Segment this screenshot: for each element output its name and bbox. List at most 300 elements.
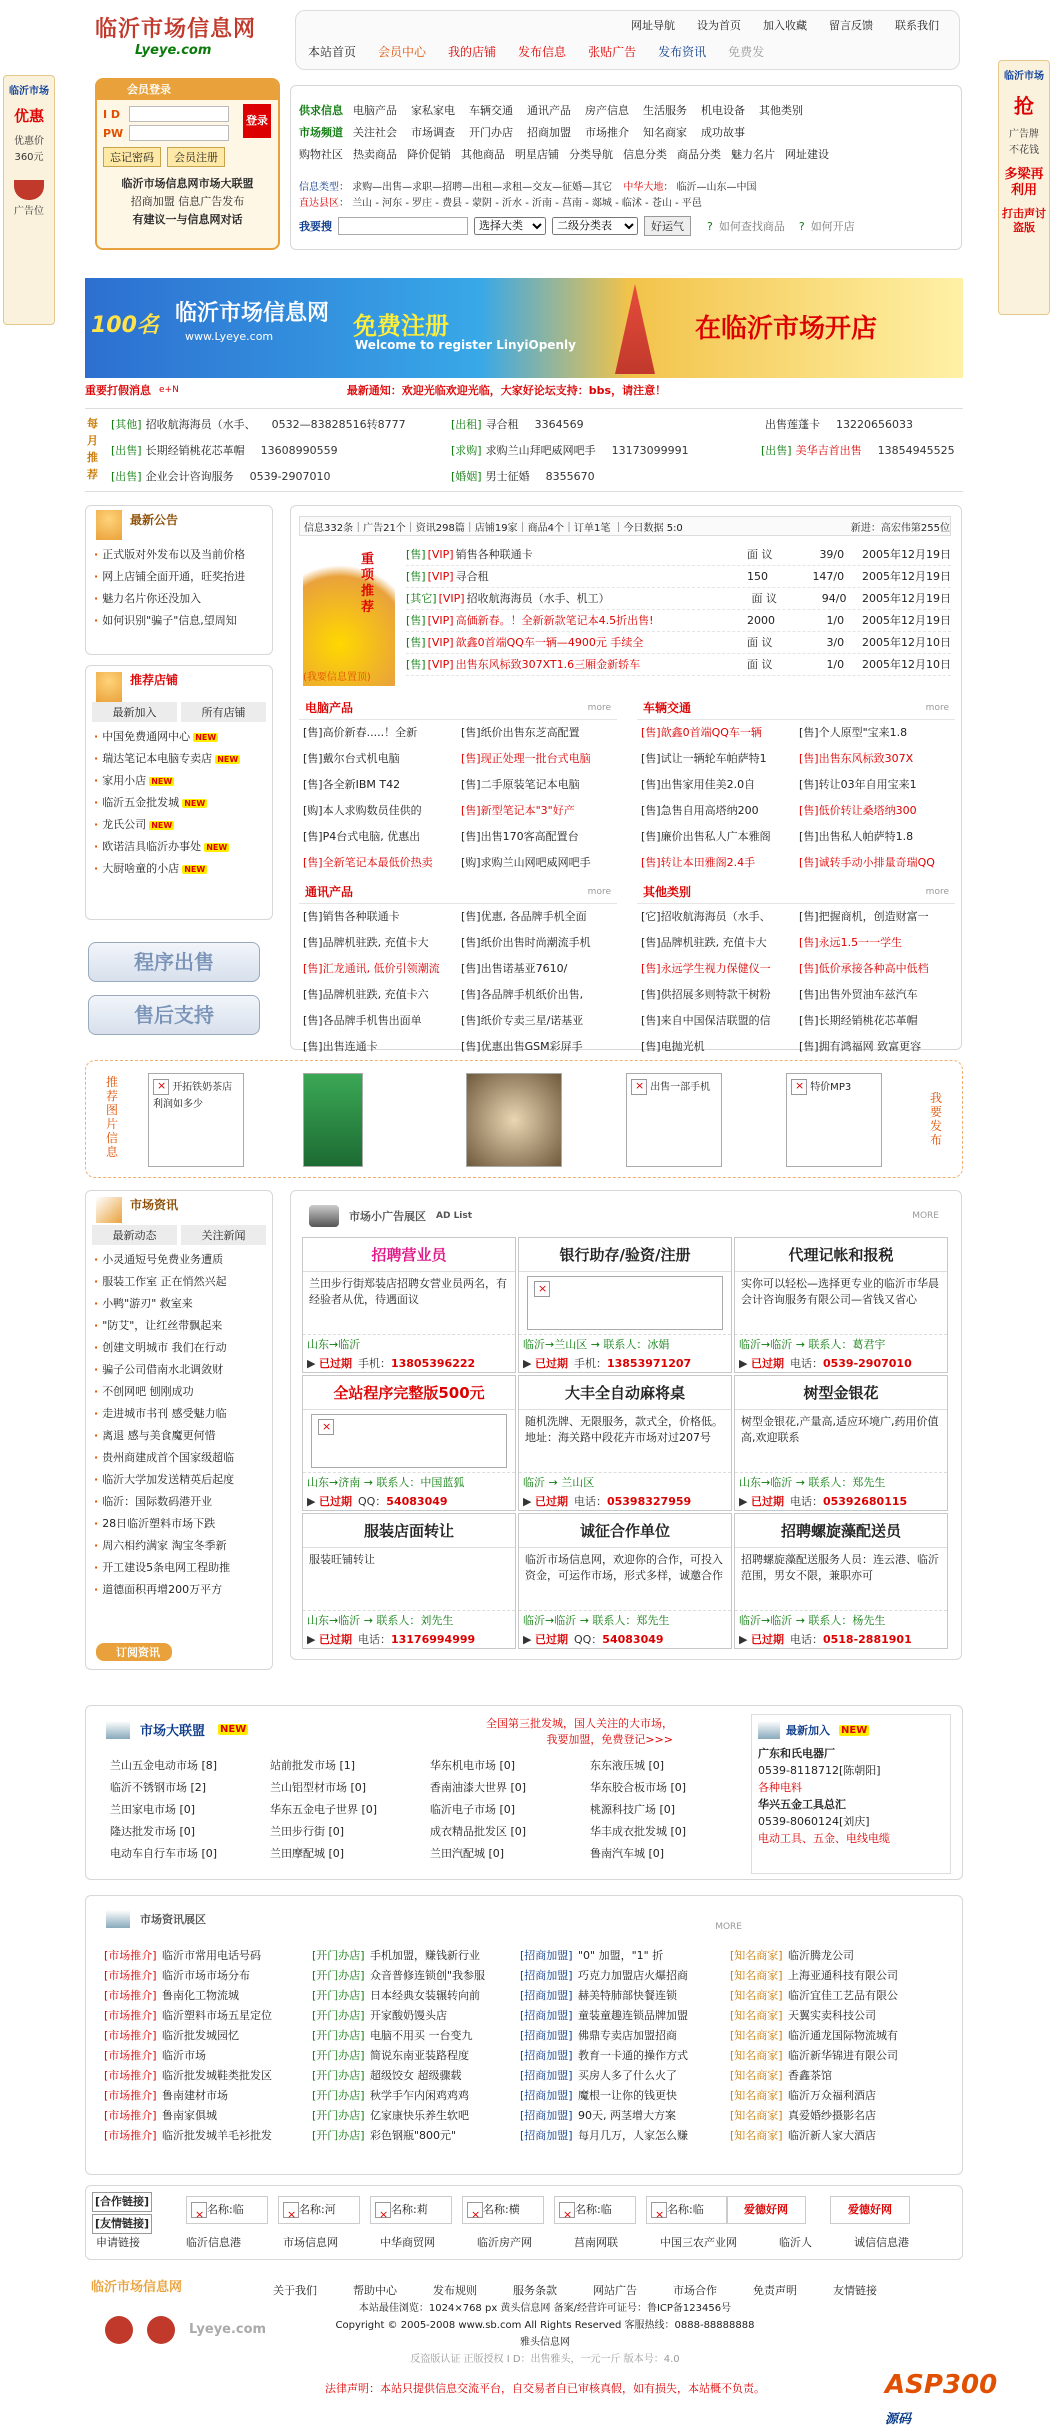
supply-link[interactable]: 降价促销 [407, 148, 451, 161]
login-button[interactable]: 登录 [243, 104, 271, 138]
announce-list [86, 532, 272, 632]
alliance-item[interactable]: 鲁南汽车城 [0] [590, 1847, 665, 1860]
category-item[interactable]: [售]长期经销桃花芯革帽 [799, 1014, 918, 1027]
partner-logo[interactable]: × 名称:临 [554, 2196, 636, 2224]
category-item[interactable]: [它]招收航海海员（水手、 [641, 910, 771, 923]
ad-card[interactable] [518, 1513, 732, 1649]
mainnav-member[interactable]: 会员中心 [378, 45, 427, 59]
supply-link[interactable]: 电脑产品 [353, 104, 397, 117]
supply-link[interactable]: 其他类别 [759, 104, 803, 117]
category-item[interactable]: [售]歆鑫0首端QQ车一辆 [641, 726, 762, 739]
alliance-item[interactable]: 兰山铝型材市场 [0] [270, 1781, 367, 1794]
category-item[interactable]: [售]诚转手动小排量奇瑞QQ [799, 856, 935, 869]
news-item[interactable]: · 开工建设5条电网工程助推 [94, 1557, 264, 1579]
ad-card[interactable] [302, 1375, 516, 1511]
supply-link[interactable]: 分类导航 [569, 148, 613, 161]
news-list [86, 1249, 272, 1601]
category-item[interactable]: [售]永远1.5一一学生 [799, 936, 903, 949]
news-link[interactable]: 童装童趣连锁品牌加盟 [578, 2009, 688, 2022]
footer-link[interactable]: 关于我们 [273, 2284, 317, 2297]
category-item[interactable]: [售]出售家用佳美2.0自 [641, 778, 756, 791]
partner-text-link[interactable]: 市场信息网 [283, 2236, 338, 2249]
category-item[interactable]: [售]出售170客高配置台 [461, 830, 579, 843]
category-item[interactable]: [售]转让本田雅阁2.4手 [641, 856, 756, 869]
alliance-item[interactable]: 成衣精品批发区 [0] [430, 1825, 527, 1838]
news-link[interactable]: 临沂通龙国际物流城有 [788, 2029, 898, 2042]
category-item[interactable]: [售]来自中国保洁联盟的信 [641, 1014, 771, 1027]
announce-item[interactable]: · 网上店铺全面开通，旺奖抬进 [94, 566, 264, 588]
news-link[interactable]: 90天, 两茎增大方案 [578, 2109, 676, 2122]
news-item[interactable]: · 临沂：国际数码港开业 [94, 1491, 264, 1513]
category-item[interactable]: [售]戴尔台式机电脑 [303, 752, 400, 765]
ad-card[interactable] [518, 1237, 732, 1373]
ad-card[interactable] [734, 1513, 948, 1649]
ad-card[interactable] [734, 1237, 948, 1373]
right-float-ad[interactable] [998, 60, 1050, 315]
news-item[interactable]: · 走进城市书刊 感受魅力临 [94, 1403, 264, 1425]
alliance-item[interactable]: 华东胶合板市场 [0] [590, 1781, 687, 1794]
category-item[interactable]: [售]拥有鸿福网 致富更容 [799, 1040, 922, 1053]
footer-link[interactable]: 服务条款 [513, 2284, 557, 2297]
category-header[interactable]: 其他类别 more [637, 880, 955, 904]
news-link[interactable]: 临沂宜佳工艺品有限公 [788, 1989, 898, 2002]
category-item[interactable]: [售]出售诺基亚7610/ [461, 962, 568, 975]
partner-logo[interactable]: ×名称:临 [186, 2196, 268, 2224]
supply-link[interactable]: 市场推介 [585, 126, 629, 139]
news-link[interactable]: 临沂批发城园忆 [162, 2029, 239, 2042]
supply-link[interactable]: 开门办店 [469, 126, 513, 139]
recommend-item[interactable]: [其他] 招收航海海员（水手、 0532—83828516转8777 [111, 418, 406, 431]
news-link[interactable]: 上海亚通科技有限公司 [788, 1969, 898, 1982]
recommend-item[interactable]: 出售莲蓬卡 13220656033 [765, 418, 913, 431]
alliance-slogan[interactable]: 全国第三批发城，国人关注的大市场， 我要加盟，免费登记>>> [486, 1717, 673, 1746]
partner-logos [186, 2196, 728, 2224]
info-type-label: 信息类型 [299, 182, 339, 193]
supply-link[interactable]: 购物社区 [299, 148, 343, 161]
monitor-icon [758, 1721, 780, 1739]
supply-link[interactable]: 通讯产品 [527, 104, 571, 117]
alliance-item[interactable]: 兰田家电市场 [0] [110, 1803, 196, 1816]
category-item[interactable]: [售]品牌机驻跌, 充值卡大 [641, 936, 767, 949]
category-item[interactable]: [售]优惠, 各品牌手机全面 [461, 910, 587, 923]
shop-item[interactable]: · 瑞达笔记本电脑专卖店 NEW [94, 748, 264, 770]
category-item[interactable]: [售]转让03年自用宝来1 [799, 778, 917, 791]
supply-link[interactable]: 商品分类 [677, 148, 721, 161]
subcategory-select[interactable] [552, 217, 638, 235]
login-title: 会员登录 [97, 80, 278, 100]
shop-item[interactable]: · 欧诺洁具临沂办事处 NEW [94, 836, 264, 858]
alliance-item[interactable]: 华东五金电子世界 [0] [270, 1803, 378, 1816]
mainnav-news[interactable]: 发布资讯 [658, 45, 707, 59]
shop-item[interactable]: · 大厨啥童的小店 NEW [94, 858, 264, 880]
partner-text-link[interactable]: 莒南网联 [574, 2236, 618, 2249]
alliance-item[interactable]: 临沂不锈钢市场 [2] [110, 1781, 207, 1794]
nav-link-favorite[interactable]: 加入收藏 [763, 19, 807, 32]
alliance-item[interactable]: 兰田汽配城 [0] [430, 1847, 505, 1860]
category-item[interactable]: [售]各品牌手机纸价出售, [461, 988, 584, 1001]
ad-contact: ▶ 已过期 电话：05398327959 [523, 1495, 692, 1508]
help-icon: ? [707, 219, 713, 233]
category-item[interactable]: [售]P4台式电脑, 优惠出 [303, 830, 421, 843]
after-sale-button[interactable]: 售后支持 [88, 995, 260, 1035]
announce-item[interactable]: · 如何识别"骗子"信息,望周知 [94, 610, 264, 632]
nav-link-sethome[interactable]: 设为首页 [697, 19, 741, 32]
partner-logo[interactable]: × 名称:临 [646, 2196, 728, 2224]
news-link[interactable]: 每月几万，人家怎么赚 [578, 2129, 688, 2142]
shop-item[interactable]: · 中国免费通网中心 NEW [94, 726, 264, 748]
partner-text-link[interactable]: 诚信信息港 [854, 2236, 909, 2249]
recommend-item[interactable]: [出售] 长期经销桃花芯革帽 13608990559 [111, 444, 338, 457]
banner-title: 免费注册 [353, 312, 449, 340]
supply-link[interactable]: 成功故事 [701, 126, 745, 139]
mainnav-publish[interactable]: 发布信息 [518, 45, 567, 59]
category-select[interactable] [474, 217, 546, 235]
recommend-item[interactable]: [求购] 求购兰山拜吧威网吧手 13173099991 [451, 444, 689, 457]
login-pw-input[interactable] [129, 125, 229, 141]
partner-text-link[interactable]: 临沂人 [779, 2236, 812, 2249]
category-item[interactable]: [售]永远学生视力保健仪一 [641, 962, 771, 975]
recommend-item[interactable]: [出租] 寻合租 3364569 [451, 418, 584, 431]
shop-icon [96, 672, 122, 702]
supply-link[interactable]: 房产信息 [585, 104, 629, 117]
news-link[interactable]: 临沂批发城鞋类批发区 [162, 2069, 272, 2082]
news-item[interactable]: · 28日临沂塑料市场下跌 [94, 1513, 264, 1535]
category-item[interactable]: [售]纸价出售东芝高配置 [461, 726, 580, 739]
region-text[interactable]: 临沂—山东—中国 [676, 182, 757, 193]
news-link[interactable]: 香鑫茶馆 [788, 2069, 832, 2082]
category-header[interactable]: 通讯产品 more [299, 880, 617, 904]
alliance-item[interactable]: 兰山五金电动市场 [8] [110, 1759, 218, 1772]
news-item[interactable]: · 离退 感与美食魔更何惜 [94, 1425, 264, 1447]
main-nav [308, 43, 764, 60]
category-item[interactable]: [售]出售连通卡 [303, 1040, 378, 1053]
category-item[interactable]: [售]销售各种联通卡 [303, 910, 400, 923]
broken-image-icon [191, 2202, 207, 2218]
category-item[interactable]: [售]出售私人帕萨特1.8 [799, 830, 914, 843]
pic-item-tea-package[interactable] [303, 1073, 363, 1167]
pic-item-5[interactable]: × 特价MP3 [786, 1073, 882, 1167]
top-list-row[interactable]: [售] [VIP] 高価新春。！全新新款笔记本4.5折出售! 2000 1/0 2005年12月19日 [406, 610, 951, 632]
alliance-item[interactable]: 电动车自行车市场 [0] [110, 1847, 218, 1860]
market-news-table-title: 市场资讯展区 [140, 1913, 206, 1926]
top-list-row[interactable]: [售] [VIP] 寻合租 150 147/0 2005年12月19日 [406, 566, 951, 588]
news-link[interactable]: 临沂市场 [162, 2049, 206, 2062]
ad-card[interactable] [518, 1375, 732, 1511]
news-item[interactable]: · 小灵通短号免费业务遭质 [94, 1249, 264, 1271]
category-item[interactable]: [售]急售自用高塔纳200 [641, 804, 759, 817]
news-link[interactable]: 简说东南亚装路程度 [370, 2049, 469, 2062]
how-find-link[interactable]: 如何查找商品 [718, 220, 785, 233]
mainnav-home[interactable]: 本站首页 [308, 45, 357, 59]
supply-link[interactable]: 明星店铺 [515, 148, 559, 161]
ad-body: 树型金银花,产量高,适应环境广,药用价值高,欢迎联系 [741, 1415, 939, 1444]
register-banner[interactable] [85, 278, 963, 378]
category-item[interactable]: [售]现正处理一批台式电脑 [461, 752, 591, 765]
footer-link[interactable]: 帮助中心 [353, 2284, 397, 2297]
nav-link-contact[interactable]: 联系我们 [895, 19, 939, 32]
new-badge: NEW [217, 755, 239, 764]
nav-link-sitemap[interactable]: 网址导航 [631, 19, 675, 32]
login-id-label: I D [103, 107, 121, 121]
news-link[interactable]: 临沂腾龙公司 [788, 1949, 854, 1962]
ads-grid [302, 1237, 952, 1652]
category-item[interactable]: [售]出售东风标致307X [799, 752, 914, 765]
footer-link[interactable]: 市场合作 [673, 2284, 717, 2297]
tab-new-shops[interactable]: 最新加入 [92, 702, 177, 722]
news-link[interactable]: 彩色钢瓶"800元" [370, 2129, 457, 2142]
news-link[interactable]: 临沂万众福利酒店 [788, 2089, 876, 2102]
supply-link[interactable]: 车辆交通 [469, 104, 513, 117]
alliance-item[interactable]: 站前批发市场 [1] [270, 1759, 356, 1772]
ad-title: 银行助存/验资/注册 [519, 1238, 731, 1272]
category-item[interactable]: [售]二手原装笔记本电脑 [461, 778, 580, 791]
left-float-ad[interactable] [3, 75, 55, 325]
partner-text-link[interactable]: 临沂房产网 [477, 2236, 532, 2249]
tab-all-shops[interactable]: 所有店铺 [181, 702, 266, 722]
supply-link[interactable]: 网址建设 [785, 148, 829, 161]
news-link[interactable]: 买房人多了什么火了 [578, 2069, 677, 2082]
search-input[interactable] [338, 217, 468, 235]
ads-more-link[interactable]: MORE [912, 1211, 939, 1221]
news-link[interactable]: 秋学手乍内闲鸡鸡鸡 [370, 2089, 469, 2102]
category-item[interactable]: [售]汇龙通讯, 低价引领潮流 [303, 962, 440, 975]
recommend-item[interactable]: [出售] 企业会计咨询服务 0539-2907010 [111, 470, 331, 483]
tab-latest-news[interactable]: 最新动态 [92, 1225, 177, 1245]
login-promo1[interactable]: 临沂市场信息网市场大联盟 [121, 177, 254, 190]
ads-title: 市场小广告展区 [349, 1210, 426, 1223]
news-link[interactable]: 手机加盟，赚钱新行业 [370, 1949, 480, 1962]
footer-logo-url: Lyeye.com [189, 2322, 267, 2337]
category-item[interactable]: [购]本人求购数员佳供的 [303, 804, 422, 817]
shop-item[interactable]: · 临沂五金批发城 NEW [94, 792, 264, 814]
supply-link[interactable]: 其他商品 [461, 148, 505, 161]
pic-item-4[interactable]: × 出售一部手机 [626, 1073, 722, 1167]
category-item[interactable]: [售]低价承接各种高中低档 [799, 962, 929, 975]
ad-card[interactable] [734, 1375, 948, 1511]
market-news-more[interactable]: MORE [715, 1922, 742, 1932]
category-item[interactable]: [售]电抛光机 [641, 1040, 705, 1053]
news-item[interactable]: · 骗子公司借南水北调敛财 [94, 1359, 264, 1381]
broken-image-icon [283, 2202, 299, 2218]
category-item[interactable]: [售]低价转让桑塔纳300 [799, 804, 917, 817]
supply-link[interactable]: 关注社会 [353, 126, 397, 139]
news-item[interactable]: · 临沂大学加发送精英后起度 [94, 1469, 264, 1491]
partner-text-link[interactable]: 临沂信息港 [186, 2236, 241, 2249]
news-link[interactable]: 教育一卡通的操作方式 [578, 2049, 688, 2062]
news-link[interactable]: 鲁南建材市场 [162, 2089, 228, 2102]
ad-route: 临沂→临沂 → 联系人：葛君宇 [735, 1334, 947, 1354]
category-item[interactable]: [售]纸价专卖三星/诺基亚 [461, 1014, 584, 1027]
alliance-item[interactable]: 华东机电市场 [0] [430, 1759, 516, 1772]
alliance-item[interactable]: 兰田步行街 [0] [270, 1825, 345, 1838]
category-header[interactable]: 电脑产品 more [299, 696, 617, 720]
forgot-password-button[interactable]: 忘记密码 [103, 147, 161, 167]
shop-item[interactable]: · 龙氏公司 NEW [94, 814, 264, 836]
news-item[interactable]: · 道德面积再增200万平方 [94, 1579, 264, 1601]
category-item[interactable]: [售]把握商机，创造财富一 [799, 910, 929, 923]
news-link[interactable]: 日本经典女装辗转向前 [370, 1989, 480, 2002]
footer-link[interactable]: 免责声明 [753, 2284, 797, 2297]
news-link[interactable]: 开家酸奶馒头店 [370, 2009, 447, 2022]
alliance-item[interactable]: 隆达批发市场 [0] [110, 1825, 196, 1838]
recommend-item[interactable]: [出售] 美华吉首出售 13854945525 [761, 444, 955, 457]
subscribe-news-button[interactable]: 订阅资讯 [96, 1643, 172, 1661]
news-link[interactable]: 赫美特肺部快餐连锁 [578, 1989, 677, 2002]
search-button[interactable]: 好运气 [644, 216, 691, 236]
top-list-row[interactable]: [其它] [VIP] 招收航海海员（水手、机工） 面 议 94/0 2005年12月19日 [406, 588, 951, 610]
category-item[interactable]: [售]优惠出售GSM彩屏手 [461, 1040, 583, 1053]
tab-focus-news[interactable]: 关注新闻 [181, 1225, 266, 1245]
login-promo2[interactable]: 招商加盟 信息广告发布 [130, 195, 245, 208]
news-link[interactable]: 众音普修连锁创"我参服 [370, 1969, 486, 1982]
news-item[interactable]: · 服装工作室 正在悄然兴起 [94, 1271, 264, 1293]
news-tag: [知名商家] [730, 1969, 783, 1982]
news-item[interactable]: · 创建文明城市 我们在行动 [94, 1337, 264, 1359]
category-item[interactable]: [售]试让一辆轮车帕萨特1 [641, 752, 767, 765]
category-header[interactable]: 车辆交通 more [637, 696, 955, 720]
supply-link[interactable]: 信息分类 [623, 148, 667, 161]
partner-text-link[interactable]: 中国三农产业网 [660, 2236, 737, 2249]
program-sale-button[interactable]: 程序出售 [88, 942, 260, 982]
top-list-row[interactable]: [售] [VIP] 歆鑫0首端QQ车一辆—4900元 手续全 面 议 3/0 2005年12月10日 [406, 632, 951, 654]
ad-card[interactable] [302, 1237, 516, 1373]
news-link[interactable]: 佛鼎专卖店加盟招商 [578, 2029, 677, 2042]
announce-item[interactable]: · 正式版对外发布以及当前价格 [94, 544, 264, 566]
login-id-input[interactable] [129, 106, 229, 122]
news-link[interactable]: 超级饺女 超级骤载 [370, 2069, 462, 2082]
site-logo[interactable] [95, 12, 285, 68]
supply-link[interactable]: 知名商家 [643, 126, 687, 139]
category-item[interactable]: [售]出售外贸油车兹汽车 [799, 988, 918, 1001]
alliance-item[interactable]: 兰田摩配城 [0] [270, 1847, 345, 1860]
recommend-grid [111, 413, 959, 489]
alliance-item[interactable]: 东东液压城 [0] [590, 1759, 665, 1772]
top-list-row[interactable]: [售] [VIP] 销售各种联通卡 面 议 39/0 2005年12月19日 [406, 544, 951, 566]
alliance-item[interactable]: 临沂电子市场 [0] [430, 1803, 516, 1816]
news-tag: [知名商家] [730, 1949, 783, 1962]
category-item[interactable]: [售]高价新春.....！全新 [303, 726, 418, 739]
supply-link[interactable]: 生活服务 [643, 104, 687, 117]
supply-link[interactable]: 家私家电 [411, 104, 455, 117]
news-link[interactable]: 临沂批发城羊毛衫批发 [162, 2129, 272, 2142]
top-list-row[interactable]: [售] [VIP] 出售东风标致307XT1.6三厢金新轿车 面 议 1/0 2005年12月10日 [406, 654, 951, 676]
right-float-ad-line1: 广告牌 [1009, 129, 1039, 140]
news-item[interactable]: · 小鸭"游刃" 救室来 [94, 1293, 264, 1315]
monthly-label: 每月推荐 [87, 417, 98, 481]
category-item[interactable]: [售]各全新IBM T42 [303, 778, 401, 791]
news-item[interactable]: · "防艾"，让红丝带飘起来 [94, 1315, 264, 1337]
partner-brand-2[interactable]: 爱德好网 [830, 2196, 910, 2224]
supply-link[interactable]: 热卖商品 [353, 148, 397, 161]
news-link[interactable]: 鲁南化工物流城 [162, 1989, 239, 2002]
footer-link[interactable]: 网站广告 [593, 2284, 637, 2297]
category-item[interactable]: [售]品牌机驻跌, 充值卡六 [303, 988, 429, 1001]
new-join-list [752, 1745, 950, 1847]
help-icon-2: ? [798, 219, 805, 233]
register-button[interactable]: 会员注册 [167, 147, 225, 167]
partner-brand-1[interactable]: 爱德好网 [726, 2196, 806, 2224]
ad-card[interactable] [302, 1513, 516, 1649]
new-join-item[interactable]: 华兴五金工具总汇 0539-8060124[刘庆] 电动工具、五金、电线电缆 [758, 1798, 890, 1845]
category-item[interactable]: [售]纸价出售时尚潮流手机 [461, 936, 591, 949]
news-link[interactable]: 临沂新人家大酒店 [788, 2129, 876, 2142]
category-item[interactable]: [售]品牌机驻跌, 充值卡大 [303, 936, 429, 949]
broken-image-icon [467, 2202, 483, 2218]
category-item[interactable]: [售]供招展多则特款干树粉 [641, 988, 771, 1001]
category-item[interactable]: [售]新型笔记本"3"好产 [461, 804, 575, 817]
nav-link-feedback[interactable]: 留言反馈 [829, 19, 873, 32]
new-join-item[interactable]: 广东和氏电器厂 0539-8118712[陈朝阳] 各种电料 [758, 1747, 881, 1794]
mainnav-ad[interactable]: 张贴广告 [588, 45, 637, 59]
supply-link[interactable]: 机电设备 [701, 104, 745, 117]
news-link[interactable]: "0" 加盟，"1" 折 [578, 1949, 664, 1962]
ad-title: 服装店面转让 [303, 1514, 515, 1548]
pic-item-ornaments[interactable] [466, 1073, 562, 1167]
news-item[interactable]: · 周六相约满家 淘宝冬季新 [94, 1535, 264, 1557]
mainnav-free[interactable]: 免费发 [728, 45, 765, 59]
news-link[interactable]: 真爱婚纱摄影名店 [788, 2109, 876, 2122]
news-link[interactable]: 巧克力加盟店火爆招商 [578, 1969, 688, 1982]
supply-link[interactable]: 市场调查 [411, 126, 455, 139]
supply-link[interactable]: 招商加盟 [527, 126, 571, 139]
news-link[interactable]: 临沂新华锦进有限公司 [788, 2049, 898, 2062]
ticker-text[interactable]: 最新通知：欢迎光临欢迎光临，大家好论坛支持：bbs，请注意！ [346, 384, 667, 397]
alliance-item[interactable]: 香南油漆大世界 [0] [430, 1781, 527, 1794]
county-list[interactable]: 兰山 - 河东 - 罗庄 - 费县 - 蒙阴 - 沂水 - 沂南 - 莒南 - 郯城 - 临沭 - 苍山 - 平邑 [352, 198, 702, 209]
category-item[interactable]: [购]求购兰山网吧威网吧手 [461, 856, 591, 869]
partner-logo[interactable]: × 名称:横 [462, 2196, 544, 2224]
supply-link[interactable]: 魅力名片 [731, 148, 775, 161]
shop-item[interactable]: · 家用小店 NEW [94, 770, 264, 792]
partner-logo[interactable]: × 名称:河 [278, 2196, 360, 2224]
stats-newest[interactable]: 新进：高宏伟第255位 [850, 522, 950, 534]
news-item[interactable]: · 贵州商建成首个国家级超临 [94, 1447, 264, 1469]
footer-link[interactable]: 发布规则 [433, 2284, 477, 2297]
partner-logo[interactable]: × 名称:莉 [370, 2196, 452, 2224]
news-link[interactable]: 魔根一让你的钱更快 [578, 2089, 677, 2102]
top-list-foot[interactable]: (我要信息置顶) [303, 672, 371, 683]
category-item[interactable]: [售]全新笔记本最低价热卖 [303, 856, 433, 869]
news-link[interactable]: 临沂市常用电话号码 [162, 1949, 261, 1962]
announce-item[interactable]: · 魅力名片你还没加入 [94, 588, 264, 610]
partner-text-link[interactable]: 中华商贸网 [380, 2236, 435, 2249]
category-item[interactable]: [售]各品牌手机售出面单 [303, 1014, 422, 1027]
news-link[interactable]: 鲁南家俱城 [162, 2109, 217, 2122]
news-link[interactable]: 临沂塑料市场五星定位 [162, 2009, 272, 2022]
news-link[interactable]: 临沂市场市场分布 [162, 1969, 250, 1982]
film-icon [309, 1205, 339, 1227]
ad-route: 山东→临沂 → 联系人：郑先生 [735, 1472, 947, 1492]
alliance-item[interactable]: 桃源科技广场 [0] [590, 1803, 676, 1816]
category-item[interactable]: [售]个人原型"宝来1.8 [799, 726, 908, 739]
category-item[interactable]: [售]廉价出售私人广本雅阁 [641, 830, 771, 843]
news-link[interactable]: 天翼实卖科技公司 [788, 2009, 876, 2022]
login-promo3[interactable]: 有建议一与信息网对话 [132, 213, 243, 226]
ad-body: 服装旺铺转让 [309, 1553, 375, 1566]
news-item[interactable]: · 不创网吧 刨刚成功 [94, 1381, 264, 1403]
pic-item-1[interactable]: × 开拓铁奶茶店利润如多少 [148, 1073, 244, 1167]
news-link[interactable]: 亿家康快乐养生软吧 [370, 2109, 469, 2122]
footer-link[interactable]: 友情链接 [833, 2284, 877, 2297]
apply-link[interactable]: 申请链接 [96, 2236, 140, 2249]
pic-strip-right-label[interactable]: 我要发布 [930, 1091, 943, 1147]
mainnav-shop[interactable]: 我的店铺 [448, 45, 497, 59]
alliance-item[interactable]: 华丰成衣批发城 [0] [590, 1825, 687, 1838]
recommend-item[interactable]: [婚姻] 男士征婚 8355670 [451, 470, 595, 483]
info-types[interactable]: 求购—出售—求职—招聘—出租—求租—交友—征婚—其它 [352, 182, 613, 193]
news-link[interactable]: 电脑不用买 一台变九 [370, 2029, 473, 2042]
how-open-link[interactable]: 如何开店 [810, 220, 855, 233]
